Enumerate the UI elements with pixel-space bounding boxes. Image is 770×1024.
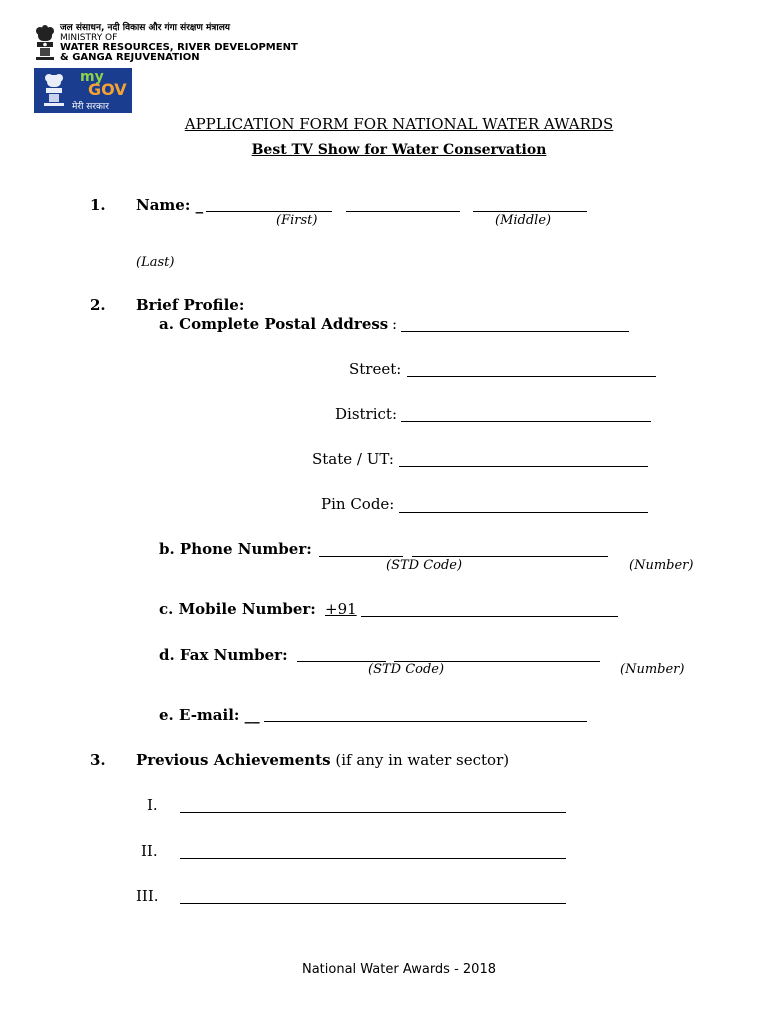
achievement-item-3-field[interactable] bbox=[180, 903, 566, 904]
last-name-caption: (Last) bbox=[136, 255, 175, 270]
mobile-number-label: c. Mobile Number: bbox=[159, 600, 316, 618]
fax-number-label: d. Fax Number: bbox=[159, 646, 288, 664]
achievement-item-3-label: III. bbox=[136, 887, 159, 905]
phone-number-field[interactable] bbox=[412, 556, 608, 557]
fax-number-caption: (Number) bbox=[620, 662, 685, 677]
first-name-field[interactable] bbox=[206, 211, 332, 212]
page-subtitle: Best TV Show for Water Conservation bbox=[251, 142, 547, 158]
achievement-item-2-field[interactable] bbox=[180, 858, 566, 859]
section-2-number: 2. bbox=[90, 296, 106, 314]
middle-name-field[interactable] bbox=[346, 211, 460, 212]
ministry-hindi-name: जल संसाधन, नदी विकास और गंगा संरक्षण मंत्रालय bbox=[60, 23, 231, 33]
achievements-note: (if any in water sector) bbox=[330, 751, 510, 769]
brief-profile-heading: Brief Profile: bbox=[136, 296, 245, 314]
mobile-country-code: +91 bbox=[325, 600, 357, 618]
email-field[interactable] bbox=[264, 721, 587, 722]
achievements-label: Previous Achievements bbox=[136, 751, 331, 769]
postal-address-label: a. Complete Postal Address bbox=[159, 315, 389, 333]
mygov-emblem-icon bbox=[38, 71, 70, 109]
achievement-item-1-label: I. bbox=[147, 796, 158, 814]
page-title: APPLICATION FORM FOR NATIONAL WATER AWARDS bbox=[184, 115, 614, 133]
postal-address-colon: : bbox=[392, 315, 398, 333]
phone-std-code-caption: (STD Code) bbox=[386, 558, 463, 573]
state-label: State / UT: bbox=[312, 450, 394, 468]
state-field[interactable] bbox=[399, 466, 648, 467]
street-label: Street: bbox=[349, 360, 402, 378]
section-3-number: 3. bbox=[90, 751, 106, 769]
mygov-hindi-text: मेरी सरकार bbox=[72, 102, 109, 112]
street-field[interactable] bbox=[407, 376, 656, 377]
middle-name-caption: (Middle) bbox=[495, 213, 552, 228]
ministry-logo-text bbox=[60, 23, 298, 63]
pincode-label: Pin Code: bbox=[321, 495, 395, 513]
last-name-field[interactable] bbox=[473, 211, 587, 212]
ministry-name-line1: WATER RESOURCES, RIVER DEVELOPMENT bbox=[60, 42, 298, 53]
section-1-number: 1. bbox=[90, 196, 106, 214]
ministry-name-line2: & GANGA REJUVENATION bbox=[60, 52, 200, 63]
phone-std-code-field[interactable] bbox=[319, 556, 403, 557]
postal-address-field[interactable] bbox=[401, 331, 629, 332]
mygov-logo bbox=[34, 68, 132, 113]
achievements-heading bbox=[136, 751, 509, 769]
district-field[interactable] bbox=[401, 421, 651, 422]
pincode-field[interactable] bbox=[399, 512, 648, 513]
email-label: e. E-mail: __ bbox=[159, 706, 260, 724]
achievement-item-1-field[interactable] bbox=[180, 812, 566, 813]
mygov-my-text: my bbox=[80, 69, 104, 85]
phone-number-caption: (Number) bbox=[629, 558, 694, 573]
fax-std-code-caption: (STD Code) bbox=[368, 662, 445, 677]
mygov-gov-text: GOV bbox=[88, 80, 127, 99]
name-label: Name: _ bbox=[136, 196, 204, 214]
ashoka-emblem-icon bbox=[34, 25, 56, 61]
district-label: District: bbox=[335, 405, 397, 423]
mobile-number-field[interactable] bbox=[361, 616, 618, 617]
phone-number-label: b. Phone Number: bbox=[159, 540, 312, 558]
page-footer: National Water Awards - 2018 bbox=[301, 962, 496, 977]
achievement-item-2-label: II. bbox=[141, 842, 158, 860]
ministry-of-label: MINISTRY OF bbox=[60, 33, 118, 43]
first-name-caption: (First) bbox=[276, 213, 318, 228]
